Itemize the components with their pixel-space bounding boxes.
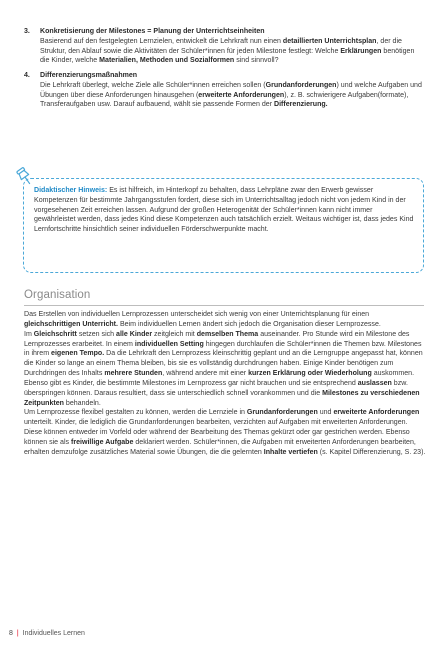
emphasis: erweiterte Anforderungen [333,409,420,417]
emphasis: alle Kinder [116,330,153,338]
section-divider [24,305,424,306]
emphasis: Erklärungen [340,47,382,55]
hint-text: Es ist hilfreich, im Hinterkopf zu behalten, dass Lehrpläne zwar den Erwerb gewisser Kompetenzen für bestimmte Jahrgangsstufen fordert, diese sich im Unterrichtsalltag jedoch nicht von jedem Kind in der vorgesehenen Zeit erreichen lassen. Aufgrund der großen Heterogenität der Schüler*innen kann nicht immer gewährleistet werden, dass jedes Kind diese Kompetenzen auch tatsächlich erzielt. Weitaus wichtiger ist, dass jedes Kind Lernfortschritte hinsichtlich seiner individuellen Förderschwerpunkte macht. [34,187,414,234]
emphasis: Grundanforderungen [246,409,318,417]
paragraph: Das Erstellen von individuellen Lernprozessen unterscheidet sich wenig von einer Unterrichtsplanung für einen gleichschrittigen Unterricht. Beim individuellen Lernen ändert sich jedoch die Organisation dieser Lernprozesse. [24,311,381,328]
page-footer [9,630,85,637]
emphasis: Differenzierung. [274,101,328,109]
item-number: 4. [24,72,30,79]
page-number: 8 [9,630,13,637]
emphasis: kurzen Erklärung oder Wiederholung [248,370,372,378]
emphasis: demselben Thema [196,330,259,338]
emphasis: Grundanforderungen [265,81,337,89]
step-list [24,27,424,115]
emphasis: Milestones zu verschiedenen Zeitpunkten [24,389,420,407]
footer-separator: | [16,630,19,637]
emphasis: eigenen Tempo. [51,350,105,358]
hint-label: Didaktischer Hinweis: [34,187,108,194]
section-body [24,310,426,458]
list-item [24,27,424,66]
section-heading: Organisation [24,289,91,301]
emphasis: gleichschrittigen Unterricht. [24,320,118,328]
item-number: 3. [24,28,30,35]
item-text: Konkretisierung der Milestones = Planung der Unterrichtseinheiten Basierend auf den festgelegten Lernzielen, entwickelt die Lehrkraft nun einen detaillierten Unterrichtsplan, der die Struktur, den Ablauf sowie die Aktivitäten der Schüler*innen für jeden Milestone festlegt: Welche Erklärungen benötigen die Kinder, welche Materialien, Methoden und Sozialformen sind sinnvoll? [40,28,415,65]
emphasis: detaillierten Unterrichtsplan [282,37,377,45]
emphasis: Inhalte vertiefen [263,448,318,456]
emphasis: auslassen [357,379,392,387]
emphasis: erweiterte Anforderungen [198,91,285,99]
list-item [24,71,424,110]
footer-title: Individuelles Lernen [22,630,85,637]
emphasis: Konkretisierung der Milestones = Planung der Unterrichtseinheiten [40,28,265,35]
emphasis: Gleichschritt [33,330,77,338]
emphasis: Materialien, Methoden und Sozialformen [99,57,235,65]
emphasis: mehrere Stunden [104,370,163,378]
emphasis: Differenzierungsmaßnahmen [40,72,138,79]
item-text: Differenzierungsmaßnahmen Die Lehrkraft überlegt, welche Ziele alle Schüler*innen erreichen sollen (Grundanforderungen) und welche Aufgaben und Übungen über diese Anforderungen hinausgehen (erweiterte Anforderungen), z. B. schwierigere Aufgaben(formate), Transferaufgaben usw. Darauf aufbauend, wählt sie passende Formen der Differenzierung. [40,72,422,109]
paragraph: Um Lernprozesse flexibel gestalten zu können, werden die Lernziele in Grundanforderungen und erweiterte Anforderungen unterteilt. Kinder, die lediglich die Grundanforderungen bearbeiten, verzichten auf Aufgaben mit erweiterten Anforderungen. Diese können entweder im Vorfeld oder während der Bearbeitung des Themas gekürzt oder gar gestrichen werden. Ebenso können sie als freiwillige Aufgabe deklariert werden. Schüler*innen, die Aufgaben mit erweiterten Anforderungen bearbeiten, erhalten demzufolge zusätzliches Material sowie Übungen, die die gelernten Inhalte vertiefen (s. Kapitel Differenzierung, S. 23). [24,409,426,456]
emphasis: freiwillige Aufgabe [71,438,134,446]
didactic-hint-box [23,178,424,273]
paragraph: Im Gleichschritt setzen sich alle Kinder zeitgleich mit demselben Thema auseinander. Pro Stunde wird ein Milestone des Lernprozesses erarbeitet. In einem individuellen Setting hingegen durchlaufen die Schüler*innen die Themen bzw. Milestones in ihrem eigenen Tempo. Da die Lehrkraft den Lernprozess kleinschrittig geplant und an die Lerngruppe angepasst hat, können die Kinder so lange an einem Thema bleiben, bis sie es vollständig durchdrungen haben. Einige Kinder benötigen zum Durchdringen des Inhalts mehrere Stunden, während andere mit einer kurzen Erklärung oder Wiederholung auskommen. Ebenso gibt es Kinder, die bestimmte Milestones im Lernprozess gar nicht brauchen und sie entsprechend auslassen bzw. überspringen können. Daraus resultiert, dass sie unterschiedlich schnell vorankommen und die Milestones zu verschiedenen Zeitpunkten behandeln. [24,330,423,407]
emphasis: individuellen Setting [134,340,204,348]
